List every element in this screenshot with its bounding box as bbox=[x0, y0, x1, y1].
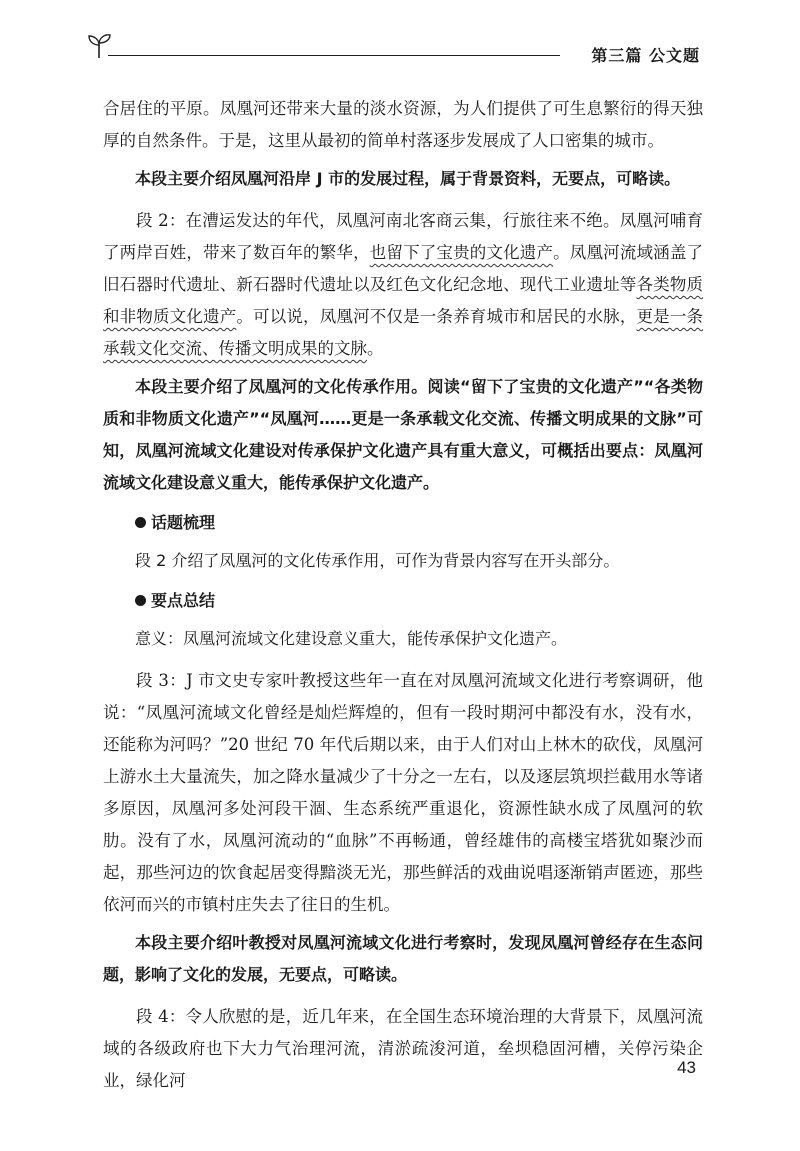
section-4-paragraph: 段 4：令人欣慰的是，近几年来，在全国生态环境治理的大背景下，凤凰河流域的各级政府也下大力气治理河流，清淤疏浚河道，垒坝稳固河槽，关停污染企业，绿化河 bbox=[103, 1007, 703, 1090]
bullet-icon bbox=[135, 517, 146, 528]
section-title: 第三篇 公文题 bbox=[591, 46, 700, 65]
text-segment: 。凤凰河流域涵盖了旧石器时代遗址、新石器时代遗址以及红色文化纪念地、现代工业遗址等 bbox=[103, 243, 704, 294]
analysis-paragraph-3: 本段主要介绍叶教授对凤凰河流域文化进行考察时，发现凤凰河曾经存在生态问题，影响了文化的发展，无要点，可略读。 bbox=[103, 933, 703, 984]
text-segment: 。可以说，凤凰河不仅是一条养育城市和居民的水脉， bbox=[236, 307, 637, 326]
section-3-paragraph: 段 3：J 市文史专家叶教授这些年一直在对凤凰河流域文化进行考察调研，他说：“凤凰河流域文化曾经是灿烂辉煌的，但有一段时期河中都没有水，没有水，还能称为河吗？”20 世纪 70 年代后期以来，由于人们对山上林木的砍伐，凤凰河上游水土大量流失，加之降水量减少了十分之一左右，以及逐层筑坝拦截用水等诸多原因，凤凰河多处河段干涸、生态系统严重退化，资源性缺水成了凤凰河的软肋。没有了水，凤凰河流动的“血脉”不再畅通，曾经雄伟的高楼宝塔犹如聚沙而起，那些河边的饮食起居变得黯淡无光，那些鲜活的戏曲说唱逐渐销声匿迹，那些依河而兴的市镇村庄失去了往日的生机。 bbox=[103, 671, 703, 914]
bullet-icon bbox=[135, 595, 146, 606]
analysis-paragraph-1: 本段主要介绍凤凰河沿岸 J 市的发展过程，属于背景资料，无要点，可略读。 bbox=[135, 169, 681, 188]
page-number: 43 bbox=[677, 1058, 696, 1077]
header-rule bbox=[108, 55, 560, 56]
topic-summary: 段 2 介绍了凤凰河的文化传承作用，可作为背景内容写在开头部分。 bbox=[135, 551, 620, 570]
points-summary: 意义：凤凰河流域文化建设意义重大，能传承保护文化遗产。 bbox=[135, 629, 568, 648]
underlined-phrase: 各类物质和非物质文化遗产 bbox=[103, 275, 704, 326]
text-segment: 段 2：在漕运发达的年代，凤凰河南北客商云集，行旅往来不绝。凤凰河哺育了两岸百姓，带来了数百年的繁华， bbox=[103, 211, 703, 262]
paragraph-continuation: 合居住的平原。凤凰河还带来大量的淡水资源，为人们提供了可生息繁衍的得天独厚的自然条件。于是，这里从最初的简单村落逐步发展成了人口密集的城市。 bbox=[103, 99, 703, 150]
analysis-paragraph-2: 本段主要介绍了凤凰河的文化传承作用。阅读“留下了宝贵的文化遗产”“各类物质和非物质文化遗产”“凤凰河……更是一条承载文化交流、传播文明成果的文脉”可知，凤凰河流域文化建设对传承保护文化遗产具有重大意义，可概括出要点：凤凰河流域文化建设意义重大，能传承保护文化遗产。 bbox=[103, 377, 703, 492]
bullet-heading-topic bbox=[103, 509, 703, 537]
section-2-paragraph bbox=[103, 205, 703, 365]
underlined-phrase: 也留下了宝贵的文化遗产 bbox=[369, 243, 554, 262]
bullet-label: 话题梳理 bbox=[151, 513, 216, 532]
bullet-label: 要点总结 bbox=[151, 591, 216, 610]
text-segment: 。 bbox=[367, 339, 384, 358]
page-header bbox=[86, 30, 700, 66]
underlined-phrase: 更是一条承载文化交流、传播文明成果的文脉 bbox=[103, 307, 704, 358]
page-content bbox=[103, 93, 703, 1103]
bullet-heading-points bbox=[103, 587, 703, 615]
